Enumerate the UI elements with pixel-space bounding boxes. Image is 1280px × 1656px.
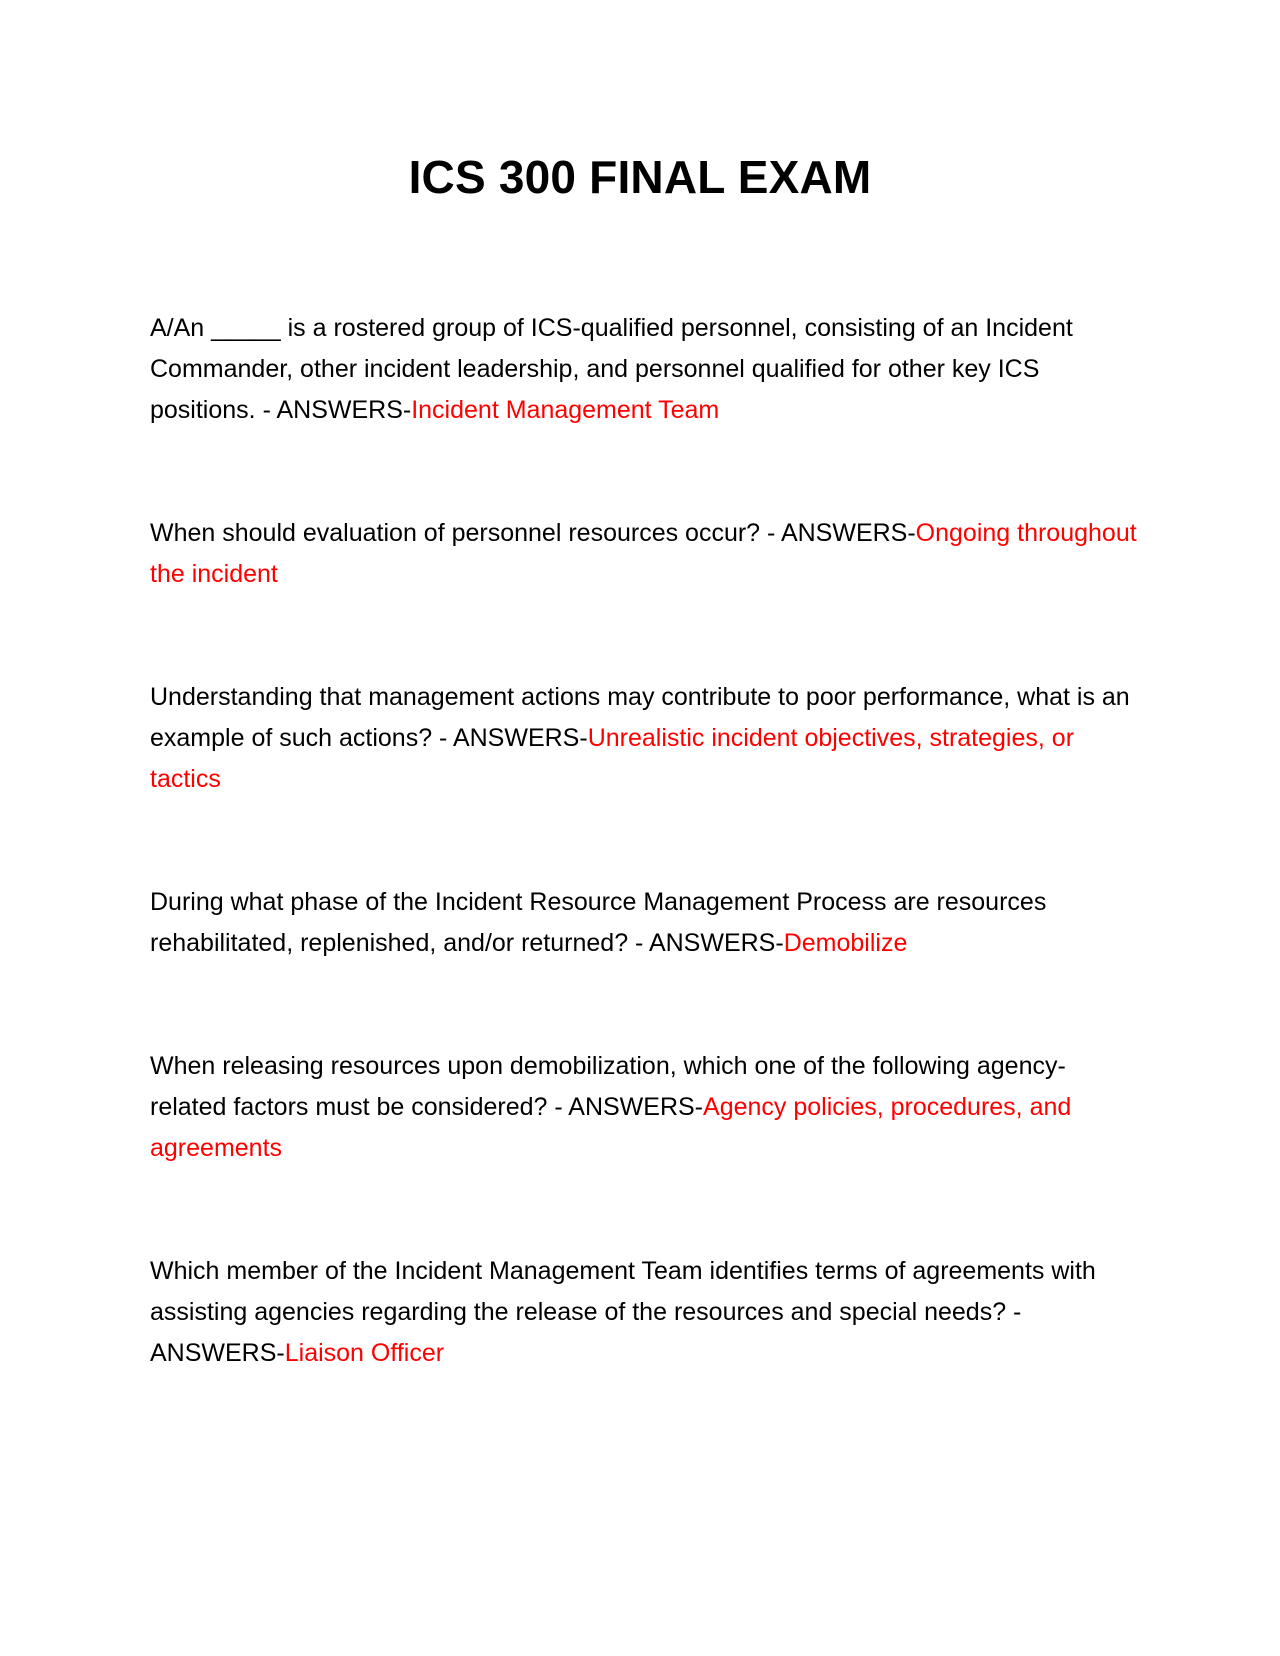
answer-text: Incident Management Team: [411, 396, 720, 424]
answer-separator: -: [432, 724, 453, 752]
answer-prefix: ANSWERS-: [780, 519, 916, 547]
answer-separator: -: [255, 396, 277, 424]
question-text: When should evaluation of personnel resources occur?: [150, 519, 761, 547]
question-text: A/An _____ is a rostered group of ICS-qualified personnel, consisting of an Incident Commander, other incident leadership, and personnel qualified for other key ICS positions.: [150, 314, 1073, 424]
qa-item: [150, 513, 1140, 595]
qa-item: [150, 882, 1140, 964]
answer-prefix: ANSWERS-: [648, 929, 784, 957]
answer-prefix: ANSWERS-: [568, 1093, 704, 1121]
answer-text: Agency policies, procedures, and agreements: [150, 1093, 1072, 1162]
answer-text: Demobilize: [783, 929, 908, 957]
answer-prefix: ANSWERS-: [452, 724, 588, 752]
answer-text: Ongoing throughout the incident: [150, 519, 1137, 588]
answer-prefix: ANSWERS-: [150, 1339, 285, 1367]
answer-separator: -: [628, 929, 649, 957]
qa-item: [150, 308, 1140, 431]
qa-item: [150, 677, 1140, 800]
qa-list: [150, 308, 1140, 1374]
question-text: Which member of the Incident Management Team identifies terms of agreements with assisting agencies regarding the release of the resources and special needs?: [150, 1257, 1096, 1326]
answer-prefix: ANSWERS-: [276, 396, 412, 424]
question-text: When releasing resources upon demobilization, which one of the following agency-related factors must be considered?: [150, 1052, 1066, 1121]
qa-item: [150, 1251, 1140, 1374]
answer-text: Liaison Officer: [284, 1339, 445, 1367]
answer-separator: -: [547, 1093, 569, 1121]
answer-separator: -: [1006, 1298, 1022, 1326]
question-text: Understanding that management actions may contribute to poor performance, what is an example of such actions?: [150, 683, 1130, 752]
question-text: During what phase of the Incident Resource Management Process are resources rehabilitated, replenished, and/or returned?: [150, 888, 1047, 957]
answer-text: Unrealistic incident objectives, strategies, or tactics: [150, 724, 1075, 793]
qa-item: [150, 1046, 1140, 1169]
answer-separator: -: [760, 519, 781, 547]
document-title: ICS 300 FINAL EXAM: [408, 151, 872, 203]
